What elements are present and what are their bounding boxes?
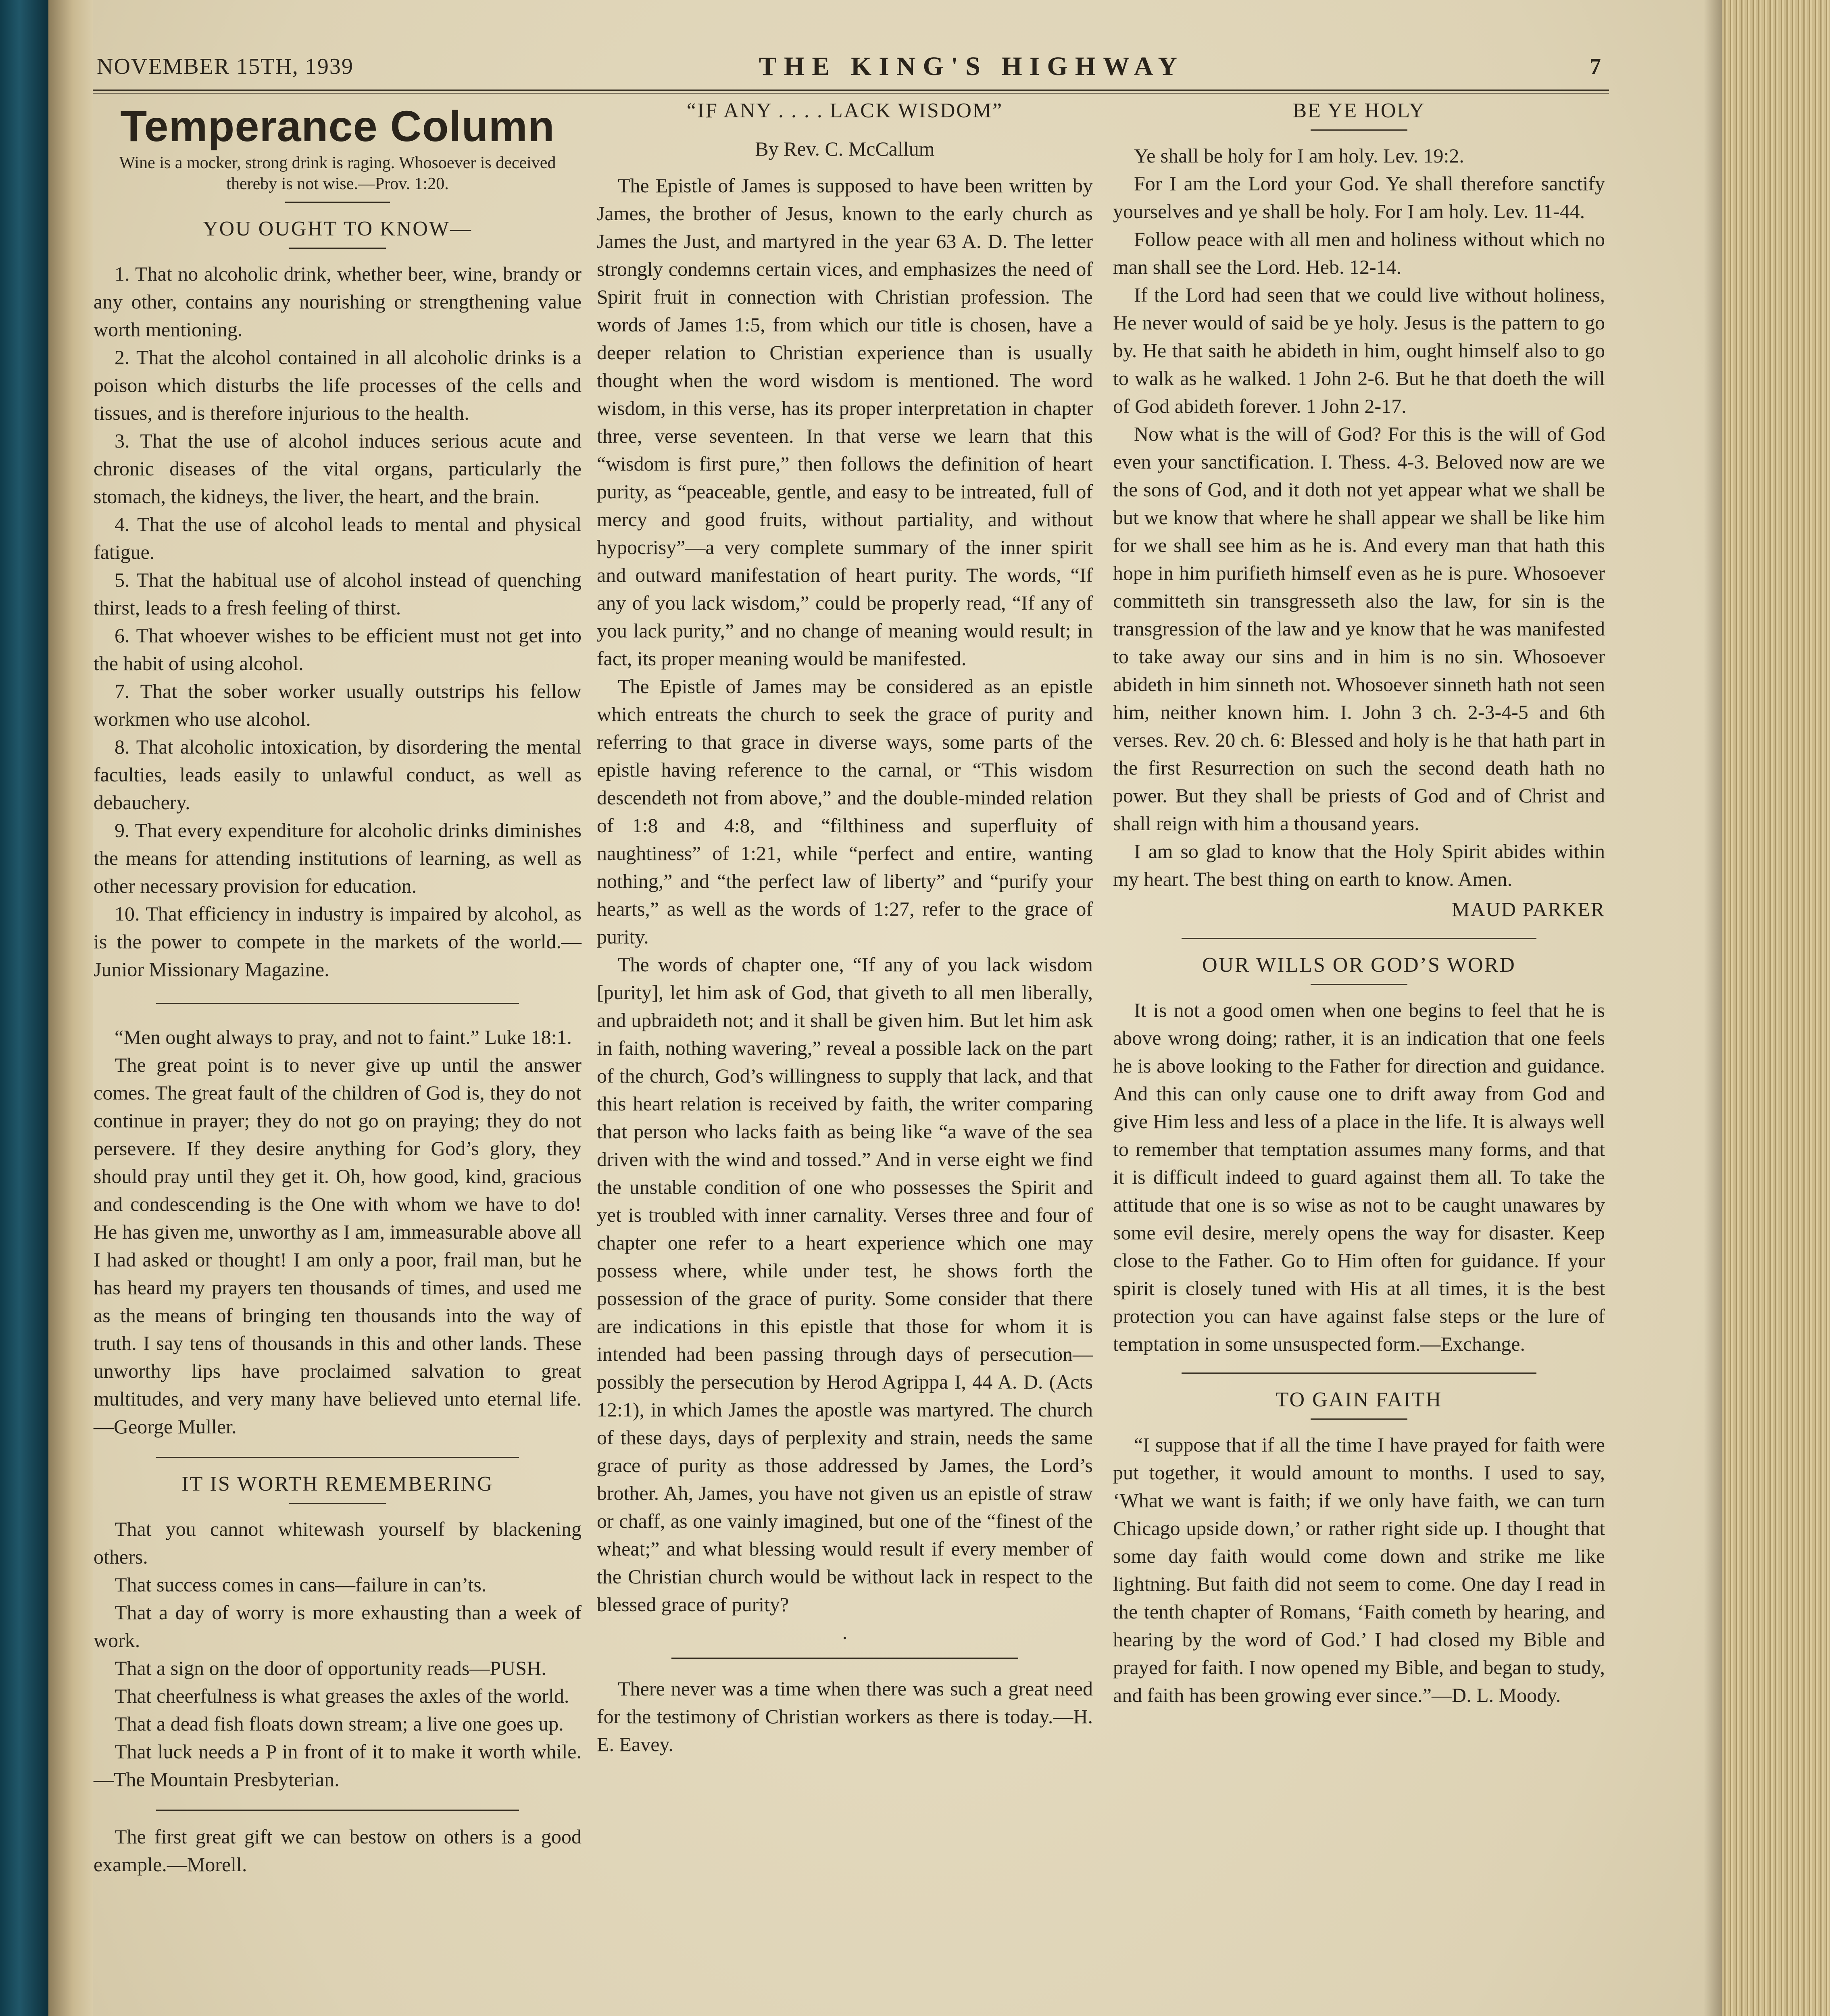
divider bbox=[1311, 1418, 1407, 1420]
divider bbox=[285, 202, 390, 203]
article-paragraph: Ye shall be holy for I am holy. Lev. 19:2. bbox=[1134, 144, 1464, 167]
page-stack-edge bbox=[1722, 0, 1830, 2016]
article-paragraph: I am so glad to know that the Holy Spirit abides within my heart. The best thing on earth to know. Amen. bbox=[1113, 840, 1605, 890]
article-paragraph: “I suppose that if all the time I have prayed for faith were put together, it would amount to months. I used to say, ‘What we want is faith; if we only have faith, we can turn Chicago upside down,’ or rather right side up. I thought that some day faith would come down and strike me like lightning. But faith did not seem to come. One day I read in the tenth chapter of Romans, ‘Faith cometh by hearing, and hearing by the word of God.’ I had closed my Bible and prayed for faith. I now opened my Bible, and began to study, and faith has been growing ever since.”—D. L. Moody. bbox=[1113, 1433, 1605, 1706]
section-title-you-ought-to-know: YOU OUGHT TO KNOW— bbox=[203, 217, 472, 240]
divider bbox=[289, 1503, 386, 1504]
author-signature: MAUD PARKER bbox=[1452, 898, 1605, 921]
section-title-to-gain-faith: TO GAIN FAITH bbox=[1276, 1388, 1442, 1411]
article-paragraph: Follow peace with all men and holiness without which no man shall see the Lord. Heb. 12-14. bbox=[1113, 228, 1605, 278]
list-item: 4. That the use of alcohol leads to mental and physical fatigue. bbox=[94, 513, 582, 563]
article-paragraph: It is not a good omen when one begins to feel that he is above wrong doing; rather, it is an indication that one feels he is above looking to the Father for direction and guidance. And this can only cause one to drift away from God and give Him less and less of a place in the life. It is always well to remember that temptation assumes many forms, and that it is difficult indeed to guard against them all. To take the attitude that one is so wise as not to be caught unawares by some evil desire, merely opens the way for disaster. Keep close to the Father. Go to Him often for guidance. If your spirit is closely tuned with His at all times, it is the best protection you can have against false steps or the lure of temptation in some unsuspected form.—Exchange. bbox=[1113, 999, 1605, 1355]
list-item: That luck needs a P in front of it to make it worth while.—The Mountain Presbyterian. bbox=[94, 1740, 582, 1791]
section-title-worth-remembering: IT IS WORTH REMEMBERING bbox=[181, 1472, 494, 1495]
divider bbox=[1182, 938, 1536, 939]
closing-quote: The first great gift we can bestow on others is a good example.—Morell. bbox=[94, 1825, 582, 1876]
masthead-rule bbox=[93, 90, 1609, 94]
list-item: 2. That the alcohol contained in all alcoholic drinks is a poison which disturbs the life processes of the cells and tissues, and is therefore injurious to the health. bbox=[94, 346, 582, 424]
section-title-be-ye-holy: BE YE HOLY bbox=[1292, 99, 1426, 122]
divider bbox=[1311, 129, 1407, 131]
temperance-heading: Temperance Column bbox=[120, 102, 555, 150]
list-item: That success comes in cans—failure in can’ts. bbox=[115, 1573, 487, 1596]
separator-dot: . bbox=[842, 1621, 848, 1643]
list-item: That a day of worry is more exhausting than a week of work. bbox=[94, 1601, 582, 1652]
divider bbox=[1311, 984, 1407, 985]
article-paragraph: If the Lord had seen that we could live without holiness, He never would of said be ye holy. Jesus is the pattern to go by. He that saith he abideth in him, ought himself also to go to walk as he walked. 1 John 2-6. But he that doeth the will of God abideth forever. 1 John 2-17. bbox=[1113, 283, 1605, 417]
muller-paragraph: The great point is to never give up until the answer comes. The great fault of the children of God is, they do not continue in prayer; they do not go on praying; they do not persevere. If they desire anything for God’s glory, they should pray until they get it. Oh, how good, kind, gracious and condescending is the One with whom we have to do! He has given me, unworthy as I am, immeasurable above all I had asked or thought! I am only a poor, frail man, but he has heard my prayers ten thousands of times, and used me as the means of bringing ten thousands into the way of truth. I say tens of thousands in this and other lands. These unworthy lips have proclaimed salvation to great multitudes, and very many have believed unto eternal life.—George Muller. bbox=[94, 1054, 582, 1438]
list-item: 1. That no alcoholic drink, whether beer, wine, brandy or any other, contains any nourishing or strengthening value worth mentioning. bbox=[94, 262, 582, 341]
divider bbox=[671, 1658, 1018, 1659]
temperance-motto: Wine is a mocker, strong drink is raging. Whosoever is deceived thereby is not wise.—Prov. 1:20. bbox=[119, 154, 556, 193]
masthead bbox=[97, 44, 1601, 89]
divider bbox=[156, 1810, 519, 1811]
list-item: 10. That efficiency in industry is impaired by alcohol, as is the power to compete in the markets of the world.—Junior Missionary Magazine. bbox=[94, 902, 582, 981]
book-binding-edge bbox=[0, 0, 48, 2016]
muller-verse: “Men ought always to pray, and not to faint.” Luke 18:1. bbox=[115, 1026, 572, 1048]
list-item: 6. That whoever wishes to be efficient must not get into the habit of using alcohol. bbox=[94, 624, 582, 675]
byline: By Rev. C. McCallum bbox=[755, 137, 935, 160]
list-item: 7. That the sober worker usually outstrips his fellow workmen who use alcohol. bbox=[94, 680, 582, 730]
list-item: That you cannot whitewash yourself by blackening others. bbox=[94, 1518, 582, 1568]
article-paragraph: The Epistle of James may be considered as an epistle which entreats the church to seek the grace of purity and referring to that grace in diverse ways, some parts of the epistle having reference to the carnal, or “This wisdom descendeth not from above,” and the double-minded relation of 1:8 and 4:8, and “filthiness and superfluity of naughtiness” of 1:21, while “perfect and entire, wanting nothing,” and “the perfect law of liberty” and “purify your hearts,” as well as the words of 1:27, refer to the grace of purity. bbox=[597, 675, 1093, 948]
article-paragraph: The Epistle of James is supposed to have been written by James, the brother of Jesus, known to the early church as James the Just, and martyred in the year 63 A. D. The letter strongly condemns certain vices, and emphasizes the need of Spirit fruit in connection with Christian profession. The words of James 1:5, from which our title is chosen, have a deeper relation to Christian experience than is usually thought when the word wisdom is mentioned. The word wisdom, in this verse, has its proper interpretation in chapter three, verse seventeen. In that verse we learn that this “wisdom is first pure,” then follows the definition of heart purity, as “peaceable, gentle, and easy to be intreated, full of mercy and good fruits, without partiality, and without hypocrisy”—a very complete summary of the inner spirit and outward manifestation of heart purity. The words, “If any of you lack wisdom,” could be properly read, “If any of you lack purity,” and no change of meaning would result; in fact, its proper meaning would be manifested. bbox=[597, 174, 1093, 670]
list-item: 8. That alcoholic intoxication, by disordering the mental faculties, leads easily to unlawful conduct, as well as debauchery. bbox=[94, 735, 582, 814]
page-number: 7 bbox=[1589, 54, 1601, 79]
section-title-our-wills: OUR WILLS OR GOD’S WORD bbox=[1202, 954, 1516, 977]
page-gutter bbox=[48, 0, 93, 2016]
list-item: 3. That the use of alcohol induces serious acute and chronic diseases of the vital organs, particularly the stomach, the kidneys, the liver, the heart, and the brain. bbox=[94, 429, 582, 508]
list-item: That a sign on the door of opportunity reads—PUSH. bbox=[115, 1657, 546, 1679]
list-item: 9. That every expenditure for alcoholic drinks diminishes the means for attending institutions of learning, as well as other necessary provision for education. bbox=[94, 819, 582, 897]
divider bbox=[156, 1457, 519, 1458]
closing-quote: There never was a time when there was such a great need for the testimony of Christian workers as there is today.—H. E. Eavey. bbox=[597, 1677, 1093, 1756]
article-paragraph: For I am the Lord your God. Ye shall therefore sanctify yourselves and ye shall be holy. For I am holy. Lev. 11-44. bbox=[1113, 172, 1605, 223]
publication-title: THE KING'S HIGHWAY bbox=[759, 52, 1184, 81]
divider bbox=[289, 248, 386, 249]
list-item: That cheerfulness is what greases the axles of the world. bbox=[115, 1685, 569, 1707]
list-item: 5. That the habitual use of alcohol instead of quenching thirst, leads to a fresh feeling of thirst. bbox=[94, 569, 582, 619]
divider bbox=[156, 1003, 519, 1004]
article-paragraph: The words of chapter one, “If any of you lack wisdom [purity], let him ask of God, that giveth to all men liberally, and upbraideth not; and it shall be given him. But let him ask in faith, nothing wavering,” reveal a possible lack on the part of the church, God’s willingness to supply that lack, and that this heart relation is received by faith, the writer comparing that person who lacks faith as being like “a wave of the sea driven with the wind and tossed.” And in verse eight we find the unstable condition of one who possesses the Spirit and yet is troubled with inner carnality. Verses three and four of chapter one refer to a heart experience which one may possess where, while under test, he shows forth the possession of the grace of purity. Some consider that there are indications in this epistle that those for whom it is intended had been passing through days of persecution—possibly the persecution by Herod Agrippa I, 44 A. D. (Acts 12:1), in which James the apostle was martyred. The church of these days, days of perplexity and strain, needs the same grace of purity as those addressed by James, the Lord’s brother. Ah, James, you have not given us an epistle of straw or chaff, as one vainly imagined, but one of the “finest of the wheat;” and what blessing would result if every member of the Christian church would be without lack in respect to the blessed grace of purity? bbox=[597, 953, 1093, 1616]
column-middle bbox=[597, 97, 1093, 1758]
article-title-lack-wisdom: “IF ANY . . . . LACK WISDOM” bbox=[686, 99, 1003, 122]
issue-date: NOVEMBER 15TH, 1939 bbox=[97, 54, 354, 79]
list-item: That a dead fish floats down stream; a live one goes up. bbox=[115, 1712, 564, 1735]
column-left bbox=[94, 97, 582, 1879]
divider bbox=[1182, 1372, 1536, 1374]
article-paragraph: Now what is the will of God? For this is the will of God even your sanctification. I. Thess. 4-3. Beloved now are we the sons of God, and it doth not yet appear what we shall be but we know that where he shall appear we shall be like him for we shall see him as he is. And every man that hath this hope in him purifieth himself even as he is pure. Whosoever committeth sin transgresseth also the law, for sin is the transgression of the law and ye know that he was manifested to take away our sins and in him is no sin. Whosoever abideth in him sinneth not. Whosoever sinneth hath not seen him, neither known him. I. John 3 ch. 2-3-4-5 and 6th verses. Rev. 20 ch. 6: Blessed and holy is he that hath part in the first Resurrection on such the second death hath no power. But they shall be priests of God and of Christ and shall reign with him a thousand years. bbox=[1113, 423, 1605, 835]
column-right bbox=[1113, 97, 1605, 1709]
